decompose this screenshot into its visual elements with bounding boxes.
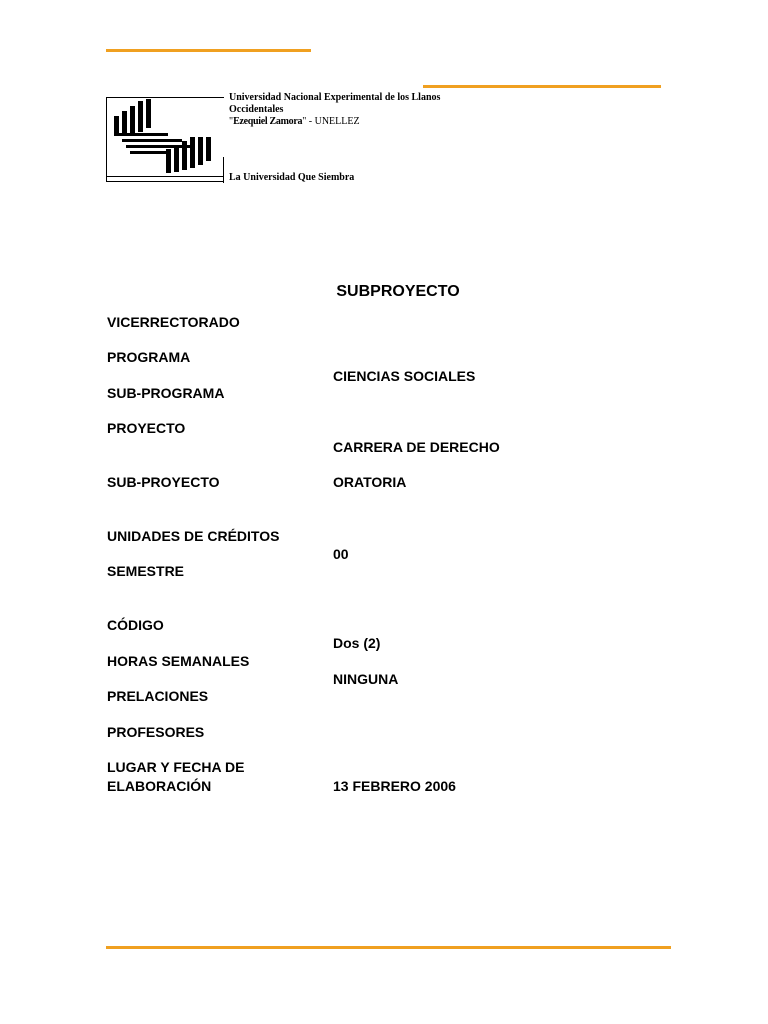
university-acronym: " - UNELLEZ [302, 116, 360, 127]
quote-open: " [229, 116, 234, 127]
university-acronym-line [229, 116, 469, 128]
top-left-accent-rule [106, 49, 311, 52]
label-prelaciones: PRELACIONES [107, 688, 209, 704]
label-sub-programa: SUB-PROGRAMA [107, 385, 225, 401]
value-programa: CIENCIAS SOCIALES [333, 368, 476, 384]
value-horas-semanales: Dos (2) [333, 635, 381, 651]
university-name-line1: Universidad Nacional Experimental de los Llanos [229, 92, 441, 103]
university-name-line2: Occidentales [229, 104, 284, 115]
label-profesores: PROFESORES [107, 724, 205, 740]
label-lugar-fecha-line2: ELABORACIÓN [107, 778, 212, 794]
value-proyecto: CARRERA DE DERECHO [333, 439, 500, 455]
label-unidades-creditos: UNIDADES DE CRÉDITOS [107, 528, 280, 544]
label-vicerrectorado: VICERRECTORADO [107, 314, 240, 330]
label-horas-semanales: HORAS SEMANALES [107, 653, 250, 669]
logo-frame-divider [223, 157, 224, 183]
university-header [229, 92, 469, 128]
label-lugar-fecha-line1: LUGAR Y FECHA DE [107, 759, 245, 775]
document-title-text: SUBPROYECTO [336, 283, 460, 300]
document-title [0, 283, 768, 301]
label-proyecto: PROYECTO [107, 420, 186, 436]
label-codigo: CÓDIGO [107, 617, 164, 633]
label-semestre: SEMESTRE [107, 563, 185, 579]
value-sub-proyecto: ORATORIA [333, 474, 407, 490]
university-motto: La Universidad Que Siembra [229, 172, 355, 183]
value-unidades-creditos: 00 [333, 546, 349, 562]
value-prelaciones: NINGUNA [333, 671, 399, 687]
label-sub-proyecto: SUB-PROYECTO [107, 474, 220, 490]
founder-name: Ezequiel Zamora [233, 116, 303, 127]
label-programa: PROGRAMA [107, 349, 191, 365]
value-fecha: 13 FEBRERO 2006 [333, 778, 456, 794]
bottom-accent-rule [106, 946, 671, 949]
unellez-logo-icon [108, 99, 220, 177]
top-right-accent-rule [423, 85, 661, 88]
